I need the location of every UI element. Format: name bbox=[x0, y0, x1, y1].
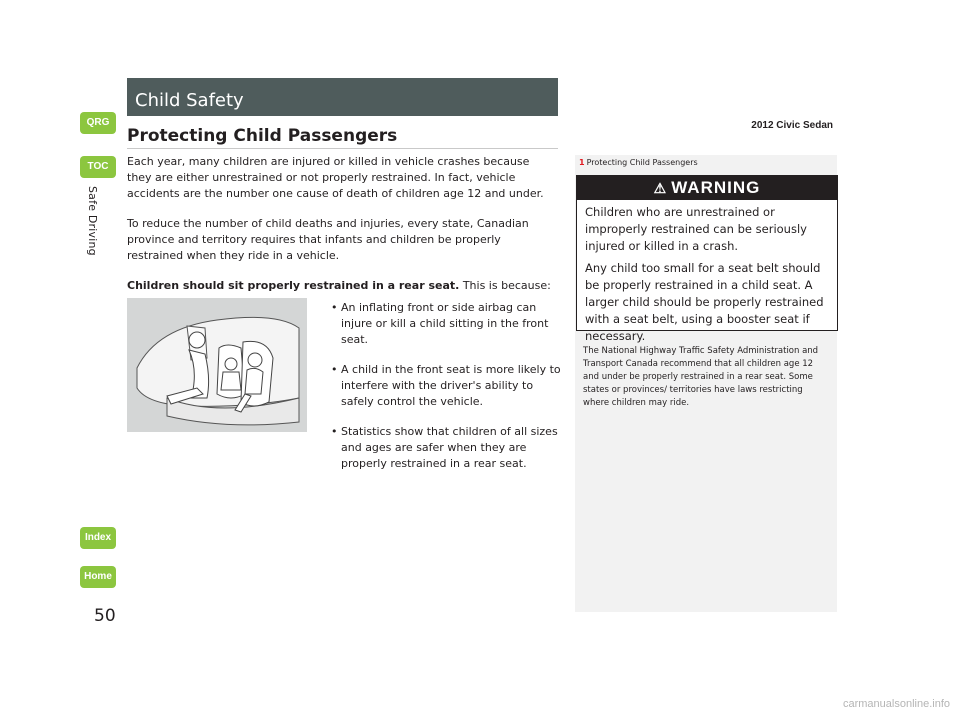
paragraph-2: To reduce the number of child deaths and injuries, every state, Canadian province and territory requires that infants and children be properly restrained when they ride in a vehicle. bbox=[127, 217, 529, 262]
qrg-button[interactable]: QRG bbox=[80, 112, 116, 134]
sidebar-heading bbox=[579, 158, 698, 167]
paragraph-1: Each year, many children are injured or killed in vehicle crashes because they are either unrestrained or not properly restrained. In fact, vehicle accidents are the number one cause of death of children age 12 and under. bbox=[127, 155, 544, 200]
list-item bbox=[331, 300, 563, 348]
bullet-dot-icon: • bbox=[331, 425, 338, 438]
home-button[interactable]: Home bbox=[80, 566, 116, 588]
list-item bbox=[331, 362, 563, 410]
reference-marker-icon: 1 bbox=[579, 158, 585, 167]
paragraph-3 bbox=[127, 278, 557, 294]
warning-band bbox=[577, 176, 837, 200]
warning-text-2: Any child too small for a seat belt should be properly restrained in a child seat. A larger child should be properly restrained with a seat belt, using a booster seat if necessary. bbox=[585, 261, 824, 343]
title-divider bbox=[127, 148, 558, 149]
section-title: Protecting Child Passengers bbox=[127, 126, 398, 146]
warning-triangle-icon: ⚠ bbox=[653, 180, 668, 196]
list-item-text: Statistics show that children of all sizes and ages are safer when they are properly restrained in a rear seat. bbox=[341, 425, 558, 470]
rear-seat-child-illustration bbox=[127, 298, 307, 432]
bullet-dot-icon: • bbox=[331, 301, 338, 314]
section-side-label: Safe Driving bbox=[86, 186, 99, 256]
watermark: carmanualsonline.info bbox=[842, 698, 950, 710]
bullet-dot-icon: • bbox=[331, 363, 338, 376]
sidebar-note: The National Highway Traffic Safety Administration and Transport Canada recommend that all children age 12 and under be properly restrained in a rear seat. Some states or provinces/ territories have laws restricting where children may ride. bbox=[583, 346, 819, 408]
chapter-title: Child Safety bbox=[135, 90, 244, 111]
vehicle-model-label: 2012 Civic Sedan bbox=[751, 120, 833, 131]
list-item-text: A child in the front seat is more likely to interfere with the driver's ability to safely control the vehicle. bbox=[341, 363, 561, 408]
index-button[interactable]: Index bbox=[80, 527, 116, 549]
paragraph-3-bold: Children should sit properly restrained in a rear seat. bbox=[127, 279, 460, 292]
page-number: 50 bbox=[94, 606, 116, 626]
warning-text-1: Children who are unrestrained or improperly restrained can be seriously injured or killed in a crash. bbox=[585, 205, 807, 253]
list-item-text: An inflating front or side airbag can injure or kill a child sitting in the front seat. bbox=[341, 301, 549, 346]
warning-label: WARNING bbox=[671, 178, 761, 197]
toc-button[interactable]: TOC bbox=[80, 156, 116, 178]
sidebar-heading-text: Protecting Child Passengers bbox=[586, 158, 698, 167]
list-item bbox=[331, 424, 563, 472]
paragraph-3-rest: This is because: bbox=[459, 279, 551, 292]
warning-box bbox=[576, 175, 838, 343]
reasons-list bbox=[331, 300, 563, 486]
